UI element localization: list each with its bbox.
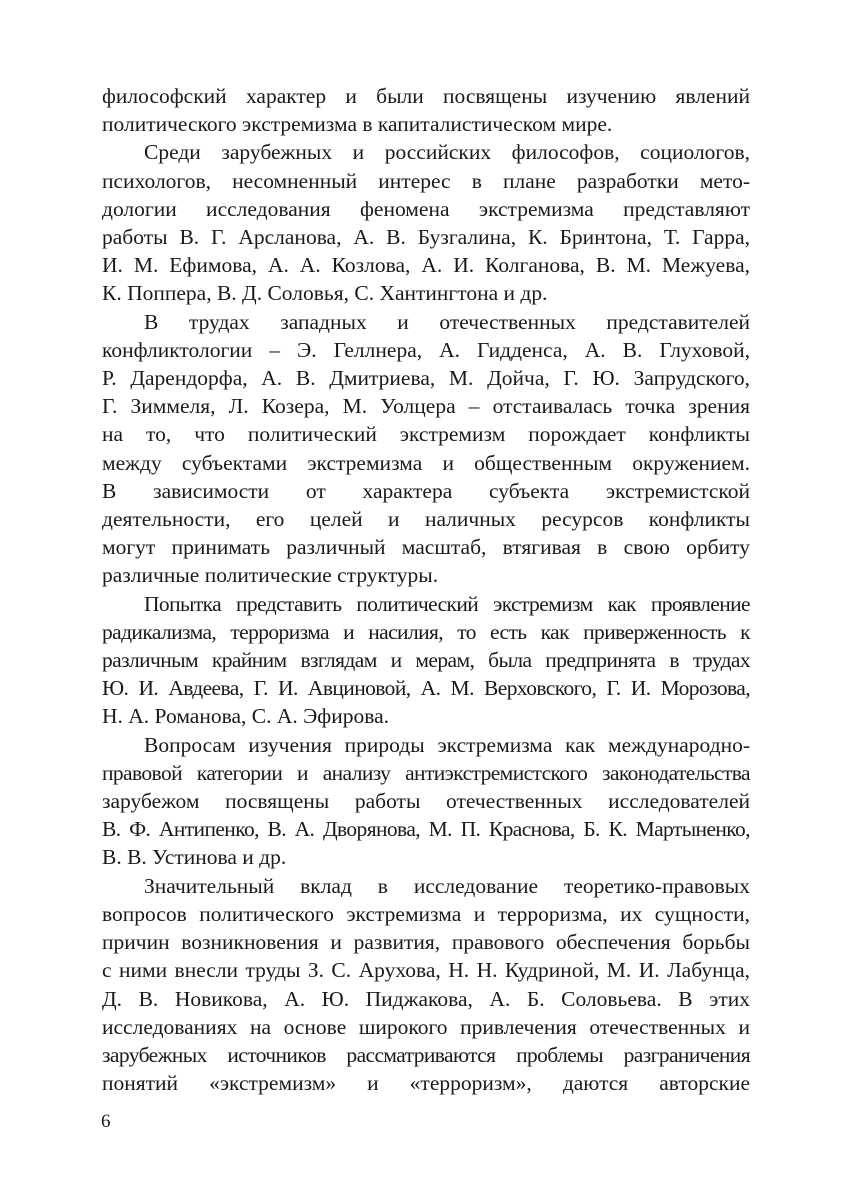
text-line: В зависимости от характера субъекта экстремистской — [102, 478, 750, 503]
text-line: политического экстремизма в капиталистическом мире. — [102, 112, 613, 137]
text-line: правовой категории и анализу антиэкстремистского законодательства — [102, 760, 750, 785]
page-body — [102, 82, 750, 1097]
text-line: Ю. И. Авдеева, Г. И. Авциновой, А. М. Верховского, Г. И. Морозова, — [102, 676, 750, 701]
paragraph-5 — [102, 731, 750, 872]
text-line: Г. Зиммеля, Л. Козера, М. Уолцера – отстаивалась точка зрения — [102, 394, 750, 419]
text-line: на то, что политический экстремизм порождает конфликты — [102, 422, 750, 447]
text-line: Н. А. Романова, С. А. Эфирова. — [102, 704, 390, 729]
text-line: дологии исследования феномена экстремизма представляют — [102, 196, 750, 221]
text-line: зарубежом посвящены работы отечественных исследователей — [102, 789, 750, 814]
text-line: причин возникновения и развития, правового обеспечения борьбы — [102, 930, 750, 955]
text-line: Вопросам изучения природы экстремизма как международно- — [144, 732, 750, 757]
text-line: деятельности, его целей и наличных ресурсов конфликты — [102, 507, 750, 532]
text-line: понятий «экстремизм» и «терроризм», даются авторские — [102, 1071, 750, 1096]
page-number: 6 — [101, 1111, 111, 1132]
text-line: конфликтологии – Э. Геллнера, А. Гидденса, А. В. Глуховой, — [102, 337, 750, 362]
text-line: зарубежных источников рассматриваются проблемы разграничения — [102, 1042, 750, 1067]
text-line: В трудах западных и отечественных представителей — [144, 309, 750, 334]
text-line: с ними внесли труды З. С. Арухова, Н. Н. Кудриной, М. И. Лабунца, — [102, 958, 750, 983]
text-line: И. М. Ефимова, А. А. Козлова, А. И. Колганова, В. М. Межуева, — [102, 253, 750, 278]
text-line: различным крайним взглядам и мерам, была предпринята в трудах — [102, 648, 750, 673]
text-line: исследованиях на основе широкого привлечения отечественных и — [102, 1014, 750, 1039]
text-line: между субъектами экстремизма и общественным окружением. — [102, 450, 750, 475]
text-line: психологов, несомненный интерес в плане разработки мето- — [102, 168, 750, 193]
paragraph-4 — [102, 590, 750, 731]
text-line: Д. В. Новикова, А. Ю. Пиджакова, А. Б. Соловьева. В этих — [102, 986, 750, 1011]
text-line: Значительный вклад в исследование теоретико-правовых — [144, 873, 750, 898]
text-line: философский характер и были посвящены изучению явлений — [102, 84, 750, 108]
text-line: Попытка представить политический экстремизм как проявление — [144, 591, 750, 616]
text-line: К. Поппера, В. Д. Соловья, С. Хантингтона и др. — [102, 281, 548, 306]
text-line: вопросов политического экстремизма и терроризма, их сущности, — [102, 901, 750, 926]
text-line: Р. Дарендорфа, А. В. Дмитриева, М. Дойча, Г. Ю. Запрудского, — [102, 366, 750, 391]
text-line: радикализма, терроризма и насилия, то есть как приверженность к — [102, 619, 750, 644]
text-line: могут принимать различный масштаб, втягивая в свою орбиту — [102, 535, 750, 560]
paragraph-2 — [102, 138, 750, 307]
text-line: различные политические структуры. — [102, 563, 439, 588]
text-line: В. В. Устинова и др. — [102, 845, 287, 870]
text-line: В. Ф. Антипенко, В. А. Дворянова, М. П. Краснова, Б. К. Мартыненко, — [102, 817, 750, 842]
paragraph-1 — [102, 82, 750, 138]
paragraph-6 — [102, 872, 750, 1098]
paragraph-3 — [102, 308, 750, 590]
text-line: работы В. Г. Арсланова, А. В. Бузгалина, К. Бринтона, Т. Гарра, — [102, 225, 750, 250]
text-line: Среди зарубежных и российских философов, социологов, — [144, 140, 750, 165]
